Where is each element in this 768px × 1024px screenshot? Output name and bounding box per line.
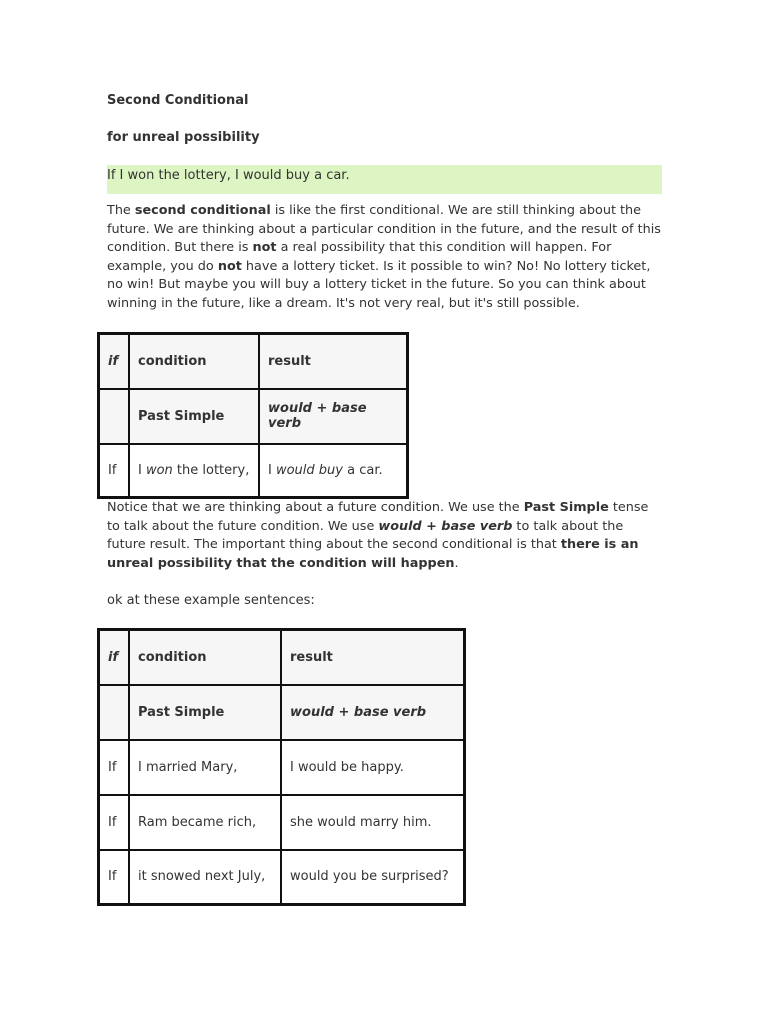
- text-run: Notice that we are thinking about a future condition. We use the: [107, 500, 524, 515]
- intro-paragraph: [107, 202, 663, 313]
- table-row: [99, 850, 465, 905]
- italic-verb: would buy: [275, 462, 343, 478]
- row-result: she would marry him.: [281, 795, 465, 850]
- document-page: [107, 92, 663, 608]
- bold-term: not: [252, 240, 277, 255]
- formula-result: would + base verb: [281, 685, 465, 740]
- text-run: a car.: [342, 462, 383, 478]
- table-row: [99, 740, 465, 795]
- page-subtitle: for unreal possibility: [107, 130, 260, 145]
- table-header-row: [99, 630, 465, 685]
- page-title: Second Conditional: [107, 93, 249, 108]
- bold-term: not: [217, 258, 242, 274]
- text-run: to talk about the future result. The important thing about the second conditional is that: [107, 518, 624, 552]
- table-header-row: [99, 334, 408, 389]
- text-run: is like the first conditional. We are still thinking about the future. We are thinking about a particular condition in the future, and the result of this condition. But there is: [107, 203, 661, 255]
- italic-verb: won: [145, 462, 173, 478]
- formula-row: [99, 389, 408, 444]
- row-if: If: [99, 740, 130, 795]
- header-result: result: [259, 334, 408, 389]
- text-run: I: [268, 462, 276, 478]
- row-if: If: [99, 444, 130, 498]
- formula-if: [99, 685, 130, 740]
- structure-table: [97, 332, 409, 499]
- explanation-paragraph: [107, 499, 663, 573]
- row-condition: Ram became rich,: [129, 795, 281, 850]
- header-result: result: [281, 630, 465, 685]
- text-run: the lottery,: [172, 462, 250, 478]
- header-condition: condition: [129, 630, 281, 685]
- text-run: I: [138, 462, 146, 478]
- header-if: if: [99, 630, 130, 685]
- examples-table: [97, 628, 466, 906]
- text-run: .: [454, 555, 459, 571]
- formula-condition: Past Simple: [129, 389, 259, 444]
- formula-result: would + base verb: [259, 389, 408, 444]
- row-result: I would be happy.: [281, 740, 465, 795]
- row-condition: I married Mary,: [129, 740, 281, 795]
- row-if: If: [99, 850, 130, 905]
- bold-term: Past Simple: [523, 500, 609, 515]
- text-run: tense to talk about the future condition. We use: [107, 500, 649, 534]
- lead-in-text: ok at these example sentences:: [107, 593, 315, 608]
- header-if: if: [99, 334, 130, 389]
- table-row: [99, 795, 465, 850]
- bold-term: second conditional: [134, 203, 271, 218]
- row-condition: [129, 444, 259, 498]
- text-run: The: [107, 203, 135, 218]
- text-run: have a lottery ticket. Is it possible to win? No! No lottery ticket, no win! But maybe you will buy a lottery ticket in the future. So you can think about winning in the future, like a dream. It's not very real, but it's still possible.: [107, 258, 651, 311]
- highlighted-example: If I won the lottery, I would buy a car.: [107, 165, 662, 194]
- header-condition: condition: [129, 334, 259, 389]
- row-if: If: [99, 795, 130, 850]
- row-result: would you be surprised?: [281, 850, 465, 905]
- formula-if: [99, 389, 130, 444]
- table-row: [99, 444, 408, 498]
- formula-row: [99, 685, 465, 740]
- bold-term: would + base verb: [378, 518, 513, 534]
- text-run: a real possibility that this condition will happen. For example, you do: [107, 240, 612, 274]
- bold-term: there is an unreal possibility that the condition will happen: [107, 537, 639, 571]
- row-result: [259, 444, 408, 498]
- row-condition: it snowed next July,: [129, 850, 281, 905]
- formula-condition: Past Simple: [129, 685, 281, 740]
